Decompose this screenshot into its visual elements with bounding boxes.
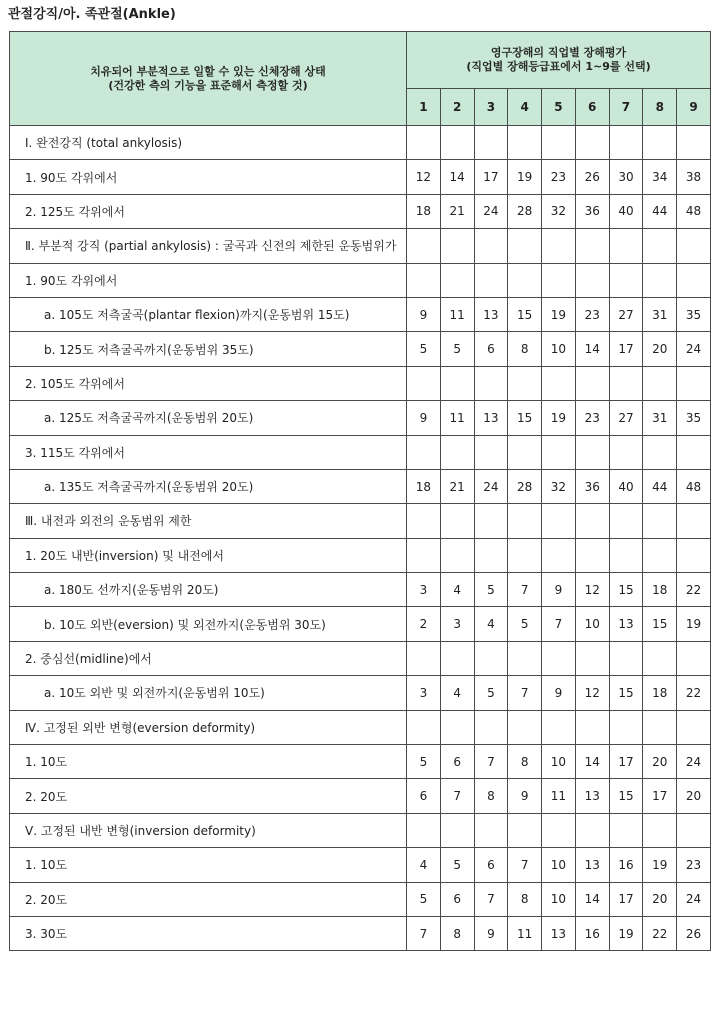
rating-cell: 8 (508, 745, 542, 779)
rating-cell: 36 (575, 469, 609, 503)
rating-cell (440, 435, 474, 469)
rating-cell (609, 504, 643, 538)
rating-cell (542, 435, 576, 469)
rating-cell: 48 (677, 194, 711, 228)
row-label: 1. 10도 (10, 848, 407, 882)
rating-cell (677, 504, 711, 538)
rating-cell (474, 504, 508, 538)
row-label: a. 180도 선까지(운동범위 20도) (10, 573, 407, 607)
rating-cell: 9 (542, 676, 576, 710)
rating-cell (643, 366, 677, 400)
row-label: 3. 115도 각위에서 (10, 435, 407, 469)
table-row (10, 126, 711, 160)
rating-cell: 15 (609, 573, 643, 607)
rating-cell (542, 813, 576, 847)
rating-cell (508, 263, 542, 297)
table-row (10, 401, 711, 435)
rating-cell (677, 229, 711, 263)
rating-cell: 15 (508, 297, 542, 331)
rating-cell: 15 (643, 607, 677, 641)
table-row (10, 160, 711, 194)
rating-cell: 18 (407, 469, 441, 503)
rating-cell (542, 366, 576, 400)
rating-cell: 19 (643, 848, 677, 882)
rating-cell (474, 641, 508, 675)
rating-cell (474, 263, 508, 297)
rating-cell: 5 (474, 573, 508, 607)
row-label: Ⅴ. 고정된 내반 변형(inversion deformity) (10, 813, 407, 847)
rating-cell: 14 (440, 160, 474, 194)
rating-cell: 18 (643, 573, 677, 607)
rating-cell: 15 (508, 401, 542, 435)
rating-cell: 24 (474, 194, 508, 228)
rating-cell (542, 538, 576, 572)
rating-cell: 14 (575, 745, 609, 779)
rating-cell (407, 263, 441, 297)
table-row (10, 916, 711, 950)
rating-cell (643, 813, 677, 847)
rating-cell (609, 813, 643, 847)
rating-cell: 15 (609, 779, 643, 813)
rating-cell: 7 (508, 573, 542, 607)
row-label: 2. 중심선(midline)에서 (10, 641, 407, 675)
rating-cell: 7 (508, 848, 542, 882)
table-row (10, 848, 711, 882)
rating-cell (575, 263, 609, 297)
rating-cell: 16 (609, 848, 643, 882)
rating-cell: 27 (609, 401, 643, 435)
rating-cell: 35 (677, 401, 711, 435)
rating-cell: 13 (474, 297, 508, 331)
rating-cell (643, 263, 677, 297)
rating-cell: 22 (677, 573, 711, 607)
rating-cell: 12 (575, 676, 609, 710)
rating-cell: 40 (609, 469, 643, 503)
rating-cell: 32 (542, 194, 576, 228)
rating-cell: 6 (440, 745, 474, 779)
rating-header-line1: 영구장해의 직업별 장해평가 (490, 46, 627, 59)
rating-cell: 8 (508, 882, 542, 916)
rating-cell (508, 813, 542, 847)
rating-cell (542, 263, 576, 297)
rating-cell: 7 (474, 882, 508, 916)
rating-cell: 6 (474, 848, 508, 882)
rating-cell: 19 (609, 916, 643, 950)
rating-cell: 30 (609, 160, 643, 194)
rating-cell (440, 126, 474, 160)
rating-cell: 17 (609, 882, 643, 916)
rating-header-line2: (직업별 장해등급표에서 1~9를 선택) (466, 60, 651, 73)
table-row (10, 194, 711, 228)
rating-cell: 5 (440, 848, 474, 882)
rating-cell: 12 (407, 160, 441, 194)
rating-cell (440, 504, 474, 538)
rating-cell (407, 126, 441, 160)
rating-cell: 10 (542, 332, 576, 366)
rating-cell (440, 366, 474, 400)
rating-cell (643, 229, 677, 263)
rating-cell (609, 366, 643, 400)
rating-cell (474, 435, 508, 469)
rating-cell (440, 813, 474, 847)
rating-cell: 20 (643, 745, 677, 779)
row-label: Ⅱ. 부분적 강직 (partial ankylosis) : 굴곡과 신전의 제한된 운동범위가 (10, 229, 407, 263)
row-label: b. 125도 저측굴곡까지(운동범위 35도) (10, 332, 407, 366)
rating-cell: 23 (575, 401, 609, 435)
row-label: Ⅲ. 내전과 외전의 운동범위 제한 (10, 504, 407, 538)
rating-cell: 17 (609, 332, 643, 366)
rating-cell: 7 (474, 745, 508, 779)
rating-cell (643, 435, 677, 469)
rating-cell: 12 (575, 573, 609, 607)
condition-header (10, 32, 407, 126)
table-row (10, 882, 711, 916)
rating-cell (677, 126, 711, 160)
row-label: 1. 90도 각위에서 (10, 160, 407, 194)
rating-cell: 7 (508, 676, 542, 710)
rating-header (407, 32, 711, 89)
rating-cell: 18 (643, 676, 677, 710)
rating-cell: 17 (609, 745, 643, 779)
rating-cell: 36 (575, 194, 609, 228)
table-row (10, 573, 711, 607)
rating-cell: 24 (677, 332, 711, 366)
table-row (10, 779, 711, 813)
rating-cell: 10 (542, 848, 576, 882)
rating-cell (643, 710, 677, 744)
rating-cell: 31 (643, 297, 677, 331)
rating-cell (407, 504, 441, 538)
rating-cell: 19 (542, 401, 576, 435)
rating-cell (508, 710, 542, 744)
rating-cell (575, 538, 609, 572)
rating-cell: 28 (508, 469, 542, 503)
rating-cell: 26 (575, 160, 609, 194)
occupation-column-2: 2 (440, 89, 474, 126)
rating-cell: 7 (440, 779, 474, 813)
rating-cell: 11 (542, 779, 576, 813)
rating-cell (575, 435, 609, 469)
rating-cell: 10 (542, 882, 576, 916)
rating-cell (508, 229, 542, 263)
rating-cell: 9 (407, 297, 441, 331)
rating-cell (508, 435, 542, 469)
rating-cell: 23 (575, 297, 609, 331)
rating-cell: 40 (609, 194, 643, 228)
rating-cell: 5 (440, 332, 474, 366)
rating-cell (474, 538, 508, 572)
occupation-column-7: 7 (609, 89, 643, 126)
table-row (10, 297, 711, 331)
rating-cell: 3 (407, 676, 441, 710)
rating-cell (643, 641, 677, 675)
rating-cell (474, 229, 508, 263)
row-label: 2. 20도 (10, 779, 407, 813)
rating-cell (575, 710, 609, 744)
rating-cell (508, 538, 542, 572)
rating-cell: 14 (575, 882, 609, 916)
rating-cell: 5 (474, 676, 508, 710)
rating-cell: 14 (575, 332, 609, 366)
rating-cell: 20 (643, 882, 677, 916)
rating-cell: 9 (508, 779, 542, 813)
table-row (10, 366, 711, 400)
rating-cell: 9 (407, 401, 441, 435)
rating-cell: 17 (643, 779, 677, 813)
rating-cell (677, 263, 711, 297)
table-row (10, 229, 711, 263)
rating-cell (474, 366, 508, 400)
occupation-column-3: 3 (474, 89, 508, 126)
rating-cell: 13 (575, 779, 609, 813)
rating-cell (407, 641, 441, 675)
rating-cell (542, 229, 576, 263)
rating-cell: 8 (508, 332, 542, 366)
table-row (10, 745, 711, 779)
rating-cell: 17 (474, 160, 508, 194)
table-row (10, 538, 711, 572)
rating-cell: 24 (677, 745, 711, 779)
rating-cell (474, 813, 508, 847)
rating-cell: 9 (542, 573, 576, 607)
rating-cell (407, 710, 441, 744)
rating-cell: 5 (508, 607, 542, 641)
rating-cell: 28 (508, 194, 542, 228)
row-label: 1. 10도 (10, 745, 407, 779)
disability-rating-table (9, 31, 711, 951)
rating-cell (609, 710, 643, 744)
rating-cell: 20 (677, 779, 711, 813)
rating-cell: 5 (407, 745, 441, 779)
rating-cell: 24 (677, 882, 711, 916)
rating-cell: 4 (474, 607, 508, 641)
occupation-column-4: 4 (508, 89, 542, 126)
rating-cell (508, 126, 542, 160)
table-row (10, 813, 711, 847)
rating-cell: 8 (474, 779, 508, 813)
rating-cell (542, 641, 576, 675)
rating-cell (474, 710, 508, 744)
rating-cell (609, 126, 643, 160)
rating-cell: 10 (542, 745, 576, 779)
rating-cell (609, 538, 643, 572)
rating-cell (677, 813, 711, 847)
rating-cell: 23 (542, 160, 576, 194)
rating-cell: 16 (575, 916, 609, 950)
rating-cell (609, 641, 643, 675)
rating-cell (677, 710, 711, 744)
table-row (10, 435, 711, 469)
rating-cell: 7 (542, 607, 576, 641)
rating-cell (407, 366, 441, 400)
rating-cell: 11 (440, 401, 474, 435)
rating-cell (575, 641, 609, 675)
rating-cell (440, 538, 474, 572)
row-label: a. 135도 저측굴곡까지(운동범위 20도) (10, 469, 407, 503)
rating-cell: 22 (643, 916, 677, 950)
rating-cell (677, 641, 711, 675)
rating-cell: 19 (542, 297, 576, 331)
rating-cell (609, 229, 643, 263)
row-label: 2. 125도 각위에서 (10, 194, 407, 228)
row-label: a. 125도 저측굴곡까지(운동범위 20도) (10, 401, 407, 435)
rating-cell (575, 229, 609, 263)
rating-cell (677, 366, 711, 400)
condition-header-line1: 치유되어 부분적으로 일할 수 있는 신체장해 상태 (90, 64, 326, 78)
rating-cell: 7 (407, 916, 441, 950)
rating-cell: 21 (440, 469, 474, 503)
rating-cell: 9 (474, 916, 508, 950)
rating-cell: 6 (407, 779, 441, 813)
rating-cell: 2 (407, 607, 441, 641)
rating-cell: 31 (643, 401, 677, 435)
row-label: 2. 20도 (10, 882, 407, 916)
rating-cell: 4 (440, 676, 474, 710)
rating-cell (407, 229, 441, 263)
rating-cell: 11 (508, 916, 542, 950)
table-row (10, 641, 711, 675)
rating-cell: 10 (575, 607, 609, 641)
rating-cell: 13 (542, 916, 576, 950)
rating-cell: 23 (677, 848, 711, 882)
row-label: 3. 30도 (10, 916, 407, 950)
rating-cell: 32 (542, 469, 576, 503)
rating-cell: 26 (677, 916, 711, 950)
rating-cell: 35 (677, 297, 711, 331)
rating-cell: 22 (677, 676, 711, 710)
occupation-column-8: 8 (643, 89, 677, 126)
rating-cell: 5 (407, 332, 441, 366)
row-label: 1. 90도 각위에서 (10, 263, 407, 297)
row-label: Ⅳ. 고정된 외반 변형(eversion deformity) (10, 710, 407, 744)
table-row (10, 607, 711, 641)
rating-cell: 19 (677, 607, 711, 641)
row-label: a. 105도 저측굴곡(plantar flexion)까지(운동범위 15도) (10, 297, 407, 331)
rating-cell: 27 (609, 297, 643, 331)
occupation-column-6: 6 (575, 89, 609, 126)
rating-cell: 5 (407, 882, 441, 916)
rating-cell: 4 (407, 848, 441, 882)
rating-cell (575, 126, 609, 160)
rating-cell: 6 (440, 882, 474, 916)
rating-cell (609, 435, 643, 469)
rating-cell (677, 435, 711, 469)
rating-cell: 3 (440, 607, 474, 641)
rating-cell: 24 (474, 469, 508, 503)
rating-cell (542, 504, 576, 538)
rating-cell (407, 538, 441, 572)
rating-cell (474, 126, 508, 160)
table-row (10, 263, 711, 297)
rating-cell: 11 (440, 297, 474, 331)
row-label: 1. 20도 내반(inversion) 및 내전에서 (10, 538, 407, 572)
rating-cell (440, 641, 474, 675)
table-row (10, 332, 711, 366)
rating-cell (575, 813, 609, 847)
page-title: 관절강직/아. 족관절(Ankle) (8, 7, 176, 22)
occupation-column-5: 5 (542, 89, 576, 126)
rating-cell: 18 (407, 194, 441, 228)
rating-cell (575, 366, 609, 400)
rating-cell: 21 (440, 194, 474, 228)
rating-cell (677, 538, 711, 572)
rating-cell (508, 641, 542, 675)
rating-cell: 48 (677, 469, 711, 503)
rating-cell: 13 (609, 607, 643, 641)
rating-cell (508, 504, 542, 538)
occupation-column-1: 1 (407, 89, 441, 126)
rating-cell: 6 (474, 332, 508, 366)
rating-cell (508, 366, 542, 400)
condition-header-line2: (건강한 측의 기능을 표준해서 측정할 것) (108, 78, 308, 92)
rating-cell: 44 (643, 469, 677, 503)
rating-cell (407, 435, 441, 469)
rating-cell (609, 263, 643, 297)
rating-cell: 44 (643, 194, 677, 228)
table-row (10, 710, 711, 744)
rating-cell: 38 (677, 160, 711, 194)
rating-cell (440, 229, 474, 263)
row-label: b. 10도 외반(eversion) 및 외전까지(운동범위 30도) (10, 607, 407, 641)
table-row (10, 504, 711, 538)
rating-cell (440, 263, 474, 297)
row-label: a. 10도 외반 및 외전까지(운동범위 10도) (10, 676, 407, 710)
rating-cell (407, 813, 441, 847)
rating-cell: 4 (440, 573, 474, 607)
table-row (10, 469, 711, 503)
row-label: 2. 105도 각위에서 (10, 366, 407, 400)
table-row (10, 676, 711, 710)
occupation-column-9: 9 (677, 89, 711, 126)
rating-cell: 34 (643, 160, 677, 194)
rating-cell (542, 126, 576, 160)
rating-cell: 15 (609, 676, 643, 710)
rating-cell: 8 (440, 916, 474, 950)
rating-cell: 19 (508, 160, 542, 194)
rating-cell (643, 504, 677, 538)
rating-cell (575, 504, 609, 538)
rating-cell: 3 (407, 573, 441, 607)
rating-cell (643, 538, 677, 572)
rating-cell (440, 710, 474, 744)
rating-cell: 20 (643, 332, 677, 366)
rating-cell: 13 (474, 401, 508, 435)
rating-cell: 13 (575, 848, 609, 882)
rating-cell (542, 710, 576, 744)
rating-cell (643, 126, 677, 160)
row-label: Ⅰ. 완전강직 (total ankylosis) (10, 126, 407, 160)
table-body (10, 126, 711, 951)
